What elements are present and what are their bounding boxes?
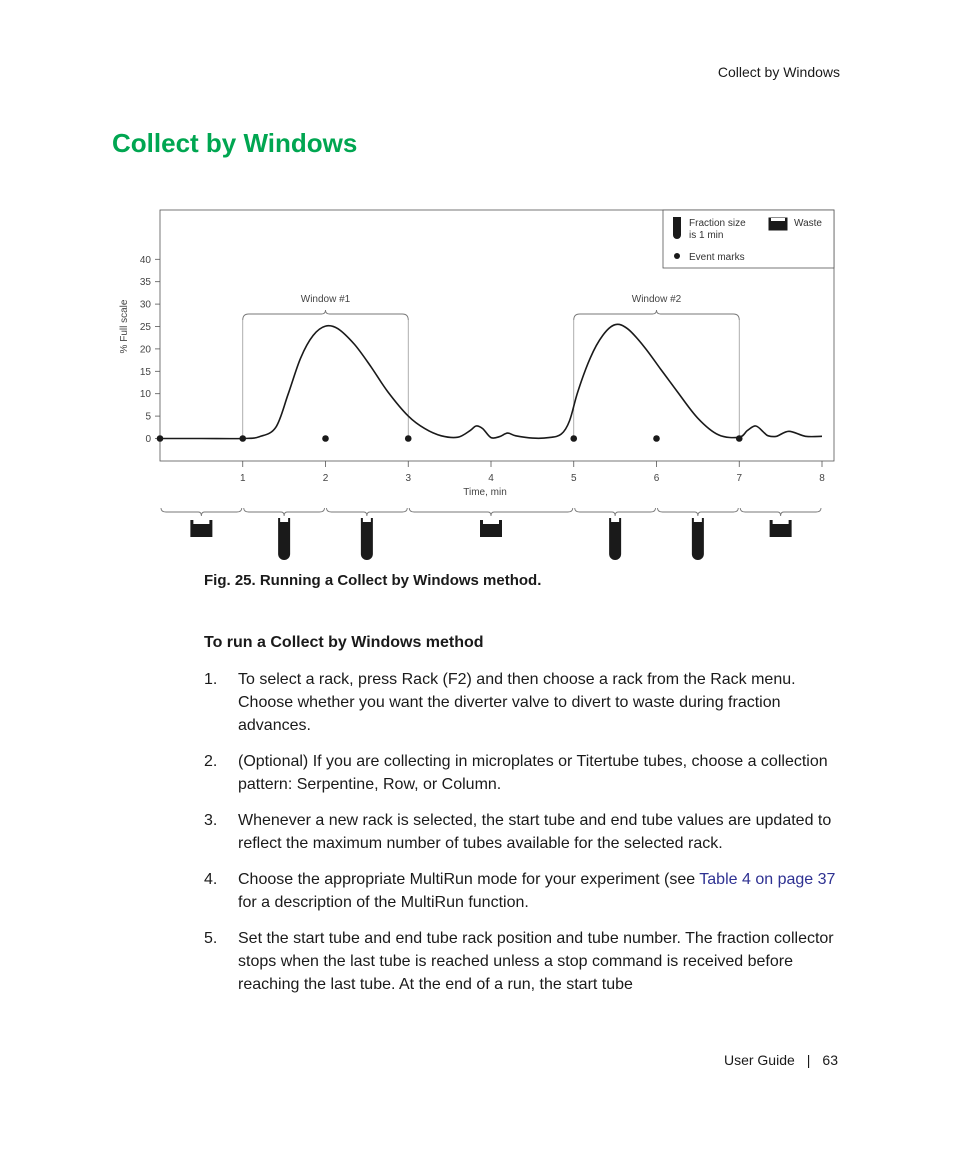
collection-tube (609, 518, 621, 560)
y-tick-label: 10 (139, 389, 151, 401)
window-label: Window #2 (631, 294, 682, 305)
event-marks (157, 435, 743, 442)
event-mark (239, 435, 246, 442)
x-tick-label: 7 (736, 473, 743, 484)
figure-caption: Fig. 25. Running a Collect by Windows method. (204, 572, 542, 589)
x-tick-label: 6 (653, 473, 660, 484)
legend-event-marks-label: Event marks (689, 252, 745, 263)
step-text: (Optional) If you are collecting in microplates or Titertube tubes, choose a collection pattern: Serpentine, Row, or Column. (238, 753, 828, 793)
footer-guide-label: User Guide (723, 1052, 795, 1068)
event-mark (405, 435, 412, 442)
y-tick-label: 5 (145, 411, 151, 423)
step-text: Set the start tube and end tube rack position and tube number. The fraction collector stops when the last tube is reached unless a stop command is received before reaching the last tube. At the end of a run, the start tube (238, 930, 834, 993)
legend-fraction-line2: is 1 min (689, 230, 724, 241)
step-1 (204, 668, 844, 737)
window-bracket (243, 310, 409, 320)
x-tick-label: 3 (405, 473, 412, 484)
fraction-bracket (327, 508, 408, 516)
collection-tube-rim (694, 518, 702, 522)
y-tick-label: 15 (139, 366, 151, 378)
event-mark (653, 435, 660, 442)
legend-fraction-line1: Fraction size (689, 218, 746, 229)
y-tick-label: 35 (139, 277, 151, 289)
event-mark (322, 435, 329, 442)
collection-tube (278, 518, 290, 560)
x-tick-label: 4 (488, 473, 494, 484)
fraction-bracket (409, 508, 573, 516)
step-4 (204, 868, 844, 914)
step-number: 3. (204, 812, 218, 829)
y-tick-label: 0 (145, 434, 151, 445)
window-bracket (574, 310, 740, 320)
collection-tube (361, 518, 373, 560)
chromatogram-trace (160, 324, 822, 438)
y-tick-label: 20 (139, 344, 151, 356)
step-number: 2. (204, 753, 218, 770)
event-mark (736, 435, 743, 442)
table-4-link[interactable]: Table 4 on page 37 (699, 871, 836, 888)
page-number: 63 (822, 1052, 838, 1068)
y-tick-label: 25 (139, 322, 151, 333)
window-label: Window #1 (300, 294, 351, 305)
collection-tube-rim (611, 518, 619, 522)
x-tick-label: 1 (239, 473, 246, 484)
x-tick-label: 2 (322, 473, 329, 484)
step-text-before-link: Choose the appropriate MultiRun mode for your experiment (see (238, 871, 700, 888)
procedure-heading: To run a Collect by Windows method (204, 634, 484, 651)
fraction-bracket (740, 508, 821, 516)
step-text: To select a rack, press Rack (F2) and then choose a rack from the Rack menu. Choose whether you want the diverter valve to divert to waste during fraction advances. (238, 671, 796, 734)
running-header: Collect by Windows (717, 64, 840, 80)
step-number: 4. (204, 871, 218, 888)
event-mark (157, 435, 164, 442)
step-3 (204, 809, 844, 855)
y-axis (119, 255, 160, 445)
collection-containers (161, 508, 821, 560)
fraction-bracket (244, 508, 325, 516)
x-axis (240, 461, 825, 498)
fraction-bracket (161, 508, 242, 516)
footer-separator: | (806, 1052, 811, 1068)
page-title: Collect by Windows (112, 128, 358, 158)
collection-windows (243, 294, 740, 439)
step-number: 1. (204, 671, 218, 688)
collect-by-windows-figure (112, 200, 852, 570)
waste-container-rim (483, 520, 499, 524)
waste-container-rim (773, 520, 789, 524)
step-5 (204, 927, 844, 996)
step-2 (204, 750, 844, 796)
procedure-steps (204, 668, 844, 1009)
event-mark (570, 435, 577, 442)
y-axis-label: % Full scale (119, 299, 130, 354)
waste-container-rim (193, 520, 209, 524)
legend (663, 210, 834, 268)
y-tick-label: 40 (139, 254, 151, 266)
fraction-bracket (575, 508, 656, 516)
page-footer (724, 1052, 838, 1068)
fraction-bracket (658, 508, 739, 516)
x-axis-label: Time, min (463, 487, 507, 498)
collection-tube-rim (363, 518, 371, 522)
legend-tube-icon (673, 217, 681, 239)
legend-waste-label: Waste (794, 218, 822, 229)
legend-event-mark-icon (674, 253, 680, 259)
collection-tube-rim (280, 518, 288, 522)
x-tick-label: 8 (819, 473, 825, 484)
x-tick-label: 5 (570, 473, 577, 484)
step-number: 5. (204, 930, 218, 947)
y-tick-label: 30 (139, 299, 151, 311)
collection-tube (692, 518, 704, 560)
step-text: Whenever a new rack is selected, the start tube and end tube values are updated to reflect the maximum number of tubes available for the selected rack. (238, 812, 832, 852)
step-text-after-link: for a description of the MultiRun function. (238, 894, 529, 911)
